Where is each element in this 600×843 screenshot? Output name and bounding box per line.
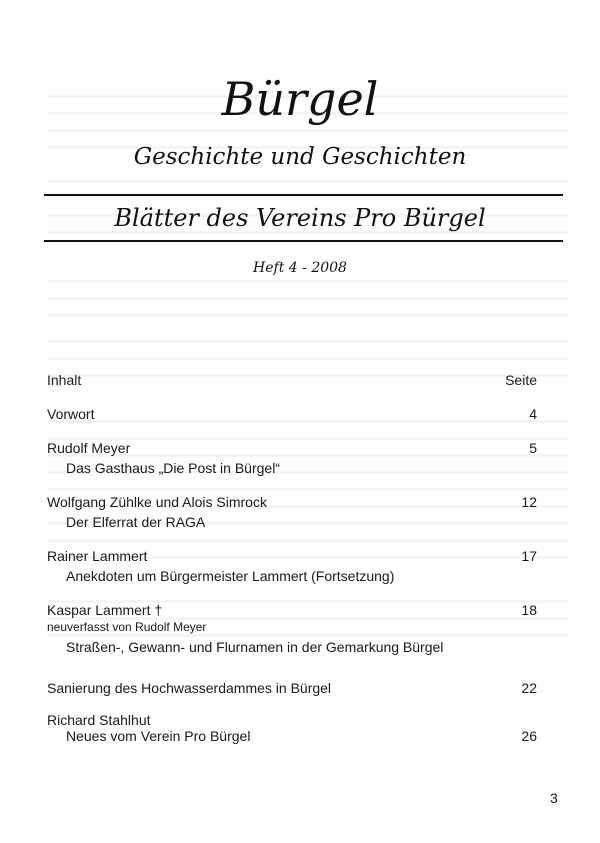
toc-entry bbox=[47, 548, 537, 565]
toc-entry-author: Rudolf Meyer bbox=[47, 440, 131, 456]
toc-entry-page: 12 bbox=[521, 494, 537, 510]
toc-heading bbox=[47, 372, 537, 389]
toc-entry bbox=[47, 440, 537, 457]
toc-entry-page: 18 bbox=[521, 602, 537, 618]
bottom-rule bbox=[44, 240, 563, 242]
toc-entry-author: Rainer Lammert bbox=[47, 548, 148, 564]
toc-entry-author: Sanierung des Hochwasserdammes in Bürgel bbox=[47, 680, 332, 696]
toc-entry-title: Anekdoten um Bürgermeister Lammert (Fortsetzung) bbox=[66, 568, 395, 584]
toc-heading-right: Seite bbox=[505, 372, 537, 388]
toc-entry-author: Richard Stahlhut bbox=[47, 712, 151, 728]
toc-entry-author: Wolfgang Zühlke und Alois Simrock bbox=[47, 494, 267, 510]
club-title: Blätter des Vereins Pro Bürgel bbox=[114, 204, 486, 232]
toc-entry-title: Straßen-, Gewann- und Flurnamen in der Gemarkung Bürgel bbox=[66, 639, 444, 655]
toc-entry-author: Vorwort bbox=[47, 406, 95, 422]
toc-entry bbox=[47, 712, 537, 729]
toc-entry bbox=[47, 494, 537, 511]
issue-label: Heft 4 - 2008 bbox=[253, 260, 347, 276]
toc-entry bbox=[47, 602, 537, 619]
toc-entry-page: 17 bbox=[521, 548, 537, 564]
toc-heading-left: Inhalt bbox=[47, 372, 82, 388]
journal-subtitle: Geschichte und Geschichten bbox=[133, 144, 467, 170]
toc-entry bbox=[47, 680, 537, 697]
toc-entry-note: neuverfasst von Rudolf Meyer bbox=[47, 620, 207, 634]
toc-entry-page: 22 bbox=[521, 680, 537, 696]
toc-entry-page: 26 bbox=[521, 728, 537, 744]
toc-entry-title: Das Gasthaus „Die Post in Bürgel“ bbox=[66, 460, 280, 476]
journal-title: Bürgel bbox=[221, 72, 379, 126]
toc-entry-author: Kaspar Lammert † bbox=[47, 602, 163, 618]
page-number: 3 bbox=[550, 790, 558, 806]
toc-entry-title: Neues vom Verein Pro Bürgel bbox=[66, 728, 251, 744]
toc-entry-page: 4 bbox=[529, 406, 537, 422]
toc-entry bbox=[47, 406, 537, 423]
top-rule bbox=[44, 194, 563, 196]
toc-entry-page: 5 bbox=[529, 440, 537, 456]
toc-entry-title: Der Elferrat der RAGA bbox=[66, 514, 206, 530]
